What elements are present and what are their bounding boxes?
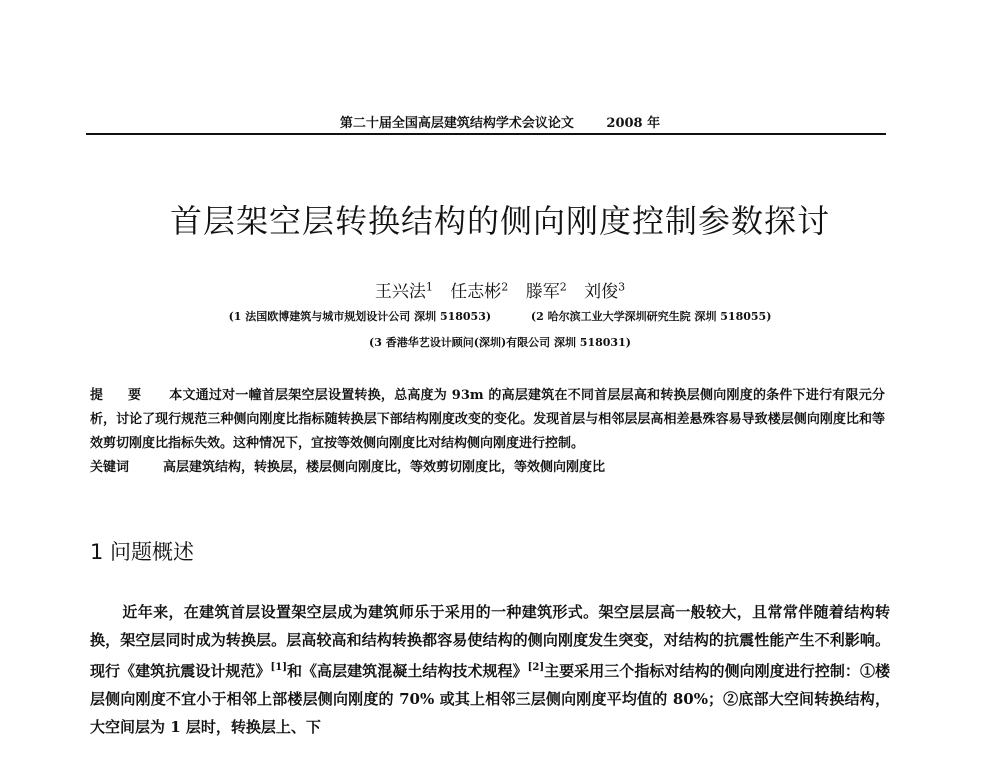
paragraph-text: 主要采用三个指标对结构的侧向刚度进行控制：①楼层侧向刚度不宜小于相邻上部楼层侧向刚度的 70% 或其上相邻三层侧向刚度平均值的 80%；②底部大空间转换结构，大空间层为 1 层时，转换层上、下 <box>90 662 890 736</box>
section-body <box>90 598 890 741</box>
header-rule <box>86 133 886 135</box>
abstract-text: 本文通过对一幢首层架空层设置转换，总高度为 93m 的高层建筑在不同首层层高和转换层侧向刚度的条件下进行有限元分析，讨论了现行规范三种侧向刚度比指标随转换层下部结构刚度改变的变化。发现首层与相邻层层高相差悬殊容易导致楼层侧向刚度比和等效剪切刚度比指标失效。这种情况下，宜按等效侧向刚度比对结构侧向刚度进行控制。 <box>90 388 885 451</box>
author: 任志彬$^2$ <box>450 280 509 302</box>
keywords <box>90 456 885 480</box>
conference-year: 2008 年 <box>606 116 661 131</box>
author: 王兴法$^1$ <box>374 280 433 302</box>
paragraph-text: 和《高层建筑混凝土结构技术规程》 <box>286 662 528 680</box>
running-header <box>0 112 1000 131</box>
paragraph-text: 近年来，在建筑首层设置架空层成为建筑师乐于采用的一种建筑形式。架空层层高一般较大，且常常伴随着结构转换，架空层同时成为转换层。层高较高和结构转换都容易使结构的侧向刚度发生突变，对结构的抗震性能产生不利影响。现行《建筑抗震设计规范》 <box>90 603 890 680</box>
author: 刘俊$^3$ <box>584 280 626 302</box>
author-list <box>0 277 1000 302</box>
author: 滕军$^2$ <box>525 280 567 302</box>
conference-name: 第二十届全国高层建筑结构学术会议论文 <box>339 116 574 131</box>
affiliation: (1 法国欧博建筑与城市规划设计公司 深圳 518053) <box>228 310 492 323</box>
abstract-label: 提 要 <box>90 388 152 403</box>
abstract <box>90 384 885 456</box>
citation-ref: [2] <box>527 662 545 673</box>
citation-ref: [1] <box>270 662 287 673</box>
section-heading: 1 问题概述 <box>90 540 195 564</box>
affiliations-line-1 <box>0 308 1000 324</box>
affiliation: (2 哈尔滨工业大学深圳研究生院 深圳 518055) <box>530 310 772 323</box>
keywords-text: 高层建筑结构，转换层，楼层侧向刚度比，等效剪切刚度比，等效侧向刚度比 <box>163 460 606 475</box>
paper-title: 首层架空层转换结构的侧向刚度控制参数探讨 <box>169 202 830 240</box>
abstract-block <box>90 384 885 480</box>
affiliation: (3 香港华艺设计顾问(深圳)有限公司 深圳 518031) <box>369 336 631 349</box>
keywords-label: 关键词 <box>90 460 130 475</box>
